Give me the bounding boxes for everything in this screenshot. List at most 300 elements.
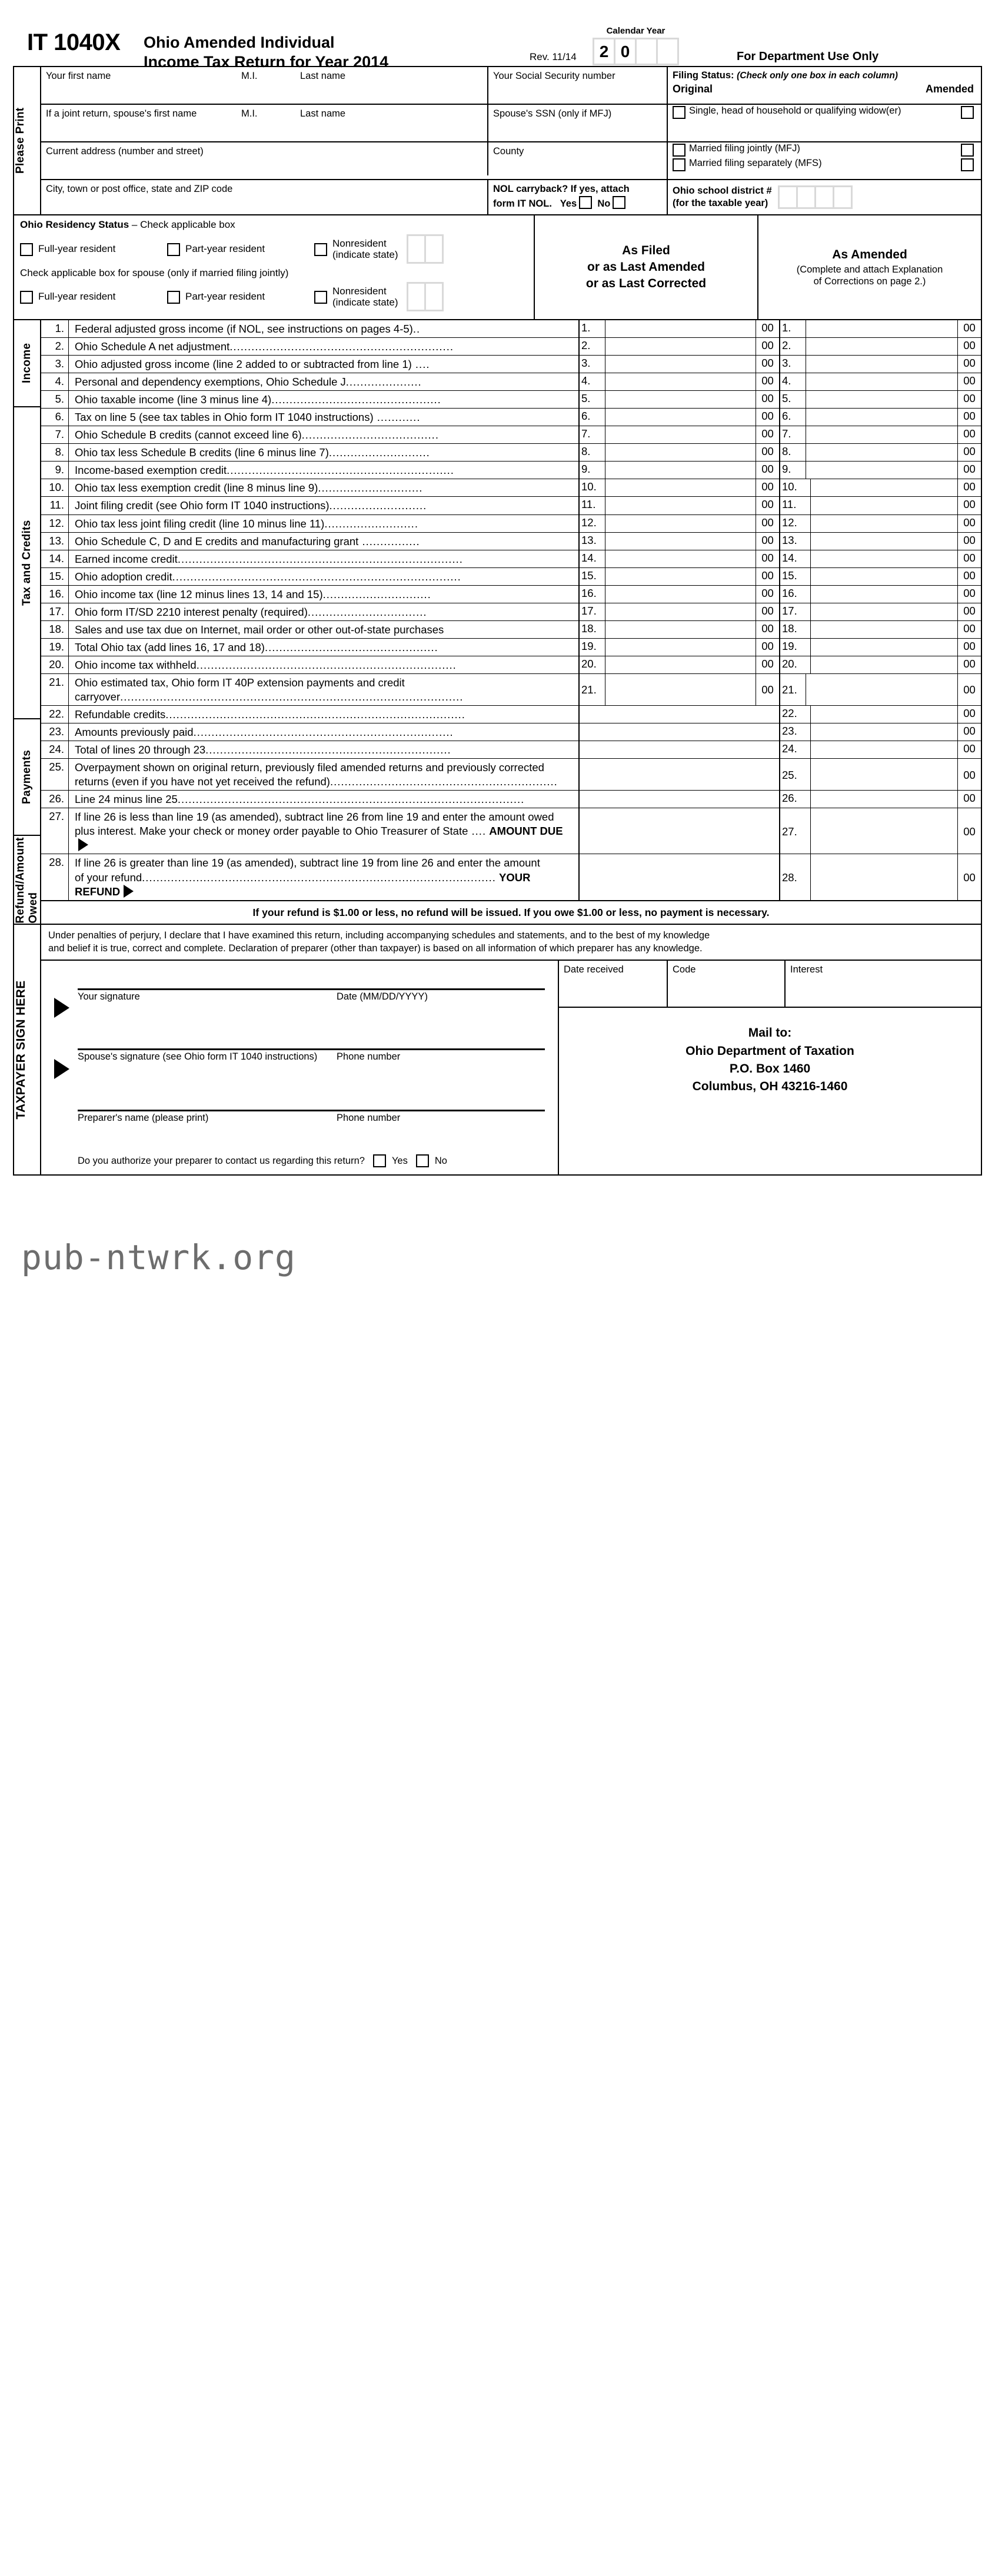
amount-line-number-filed: 1. bbox=[580, 320, 605, 337]
checkbox-spouse-part-year[interactable] bbox=[167, 291, 180, 304]
nol-no-label: No bbox=[597, 198, 611, 209]
residency-spouse-note: Check applicable box for spouse (only if married filing jointly) bbox=[20, 267, 289, 278]
amount-line-number-filed: 3. bbox=[580, 356, 605, 373]
interest-label: Interest bbox=[790, 964, 823, 975]
school-district-digit-1[interactable] bbox=[780, 187, 796, 207]
amount-input-as-amended-7[interactable] bbox=[806, 426, 957, 443]
mail-to-line3: P.O. Box 1460 bbox=[729, 1062, 811, 1075]
line-description: Personal and dependency exemptions, Ohio Schedule J..................... bbox=[68, 373, 578, 390]
nol-text-line1: NOL carryback? If yes, attach bbox=[493, 184, 630, 194]
cents-as-amended: 00 bbox=[957, 479, 981, 496]
as-amended-sub-line2: of Corrections on page 2.) bbox=[813, 276, 926, 287]
address-field[interactable] bbox=[41, 142, 488, 175]
cents-as-filed: 00 bbox=[756, 533, 779, 550]
filing-status-title bbox=[668, 67, 981, 82]
as-filed-line1: As Filed bbox=[622, 244, 670, 258]
amount-line-number-filed: 5. bbox=[580, 391, 605, 408]
cents-as-filed: 00 bbox=[756, 462, 779, 479]
amount-as-amended bbox=[780, 603, 981, 620]
line28-text-line1: If line 26 is greater than line 19 (as amended), subtract line 19 from line 26 and enter the amount bbox=[75, 857, 540, 869]
amount-input-as-amended-20[interactable] bbox=[811, 656, 957, 673]
right-triangle-icon bbox=[124, 885, 134, 898]
table-row bbox=[41, 338, 981, 356]
amount-input-as-amended-1[interactable] bbox=[806, 320, 957, 337]
perjury-line1: Under penalties of perjury, I declare that I have examined this return, including accompanying schedules and statements, and to the best of my knowledge bbox=[48, 930, 710, 941]
spouse-signature-label: Spouse's signature (see Ohio form IT 1040 instructions) bbox=[78, 1051, 318, 1063]
amount-line-number-filed: 11. bbox=[580, 497, 605, 514]
residency-full-year-label: Full-year resident bbox=[38, 243, 116, 254]
line-number: 8. bbox=[55, 446, 64, 459]
amount-cells bbox=[578, 320, 981, 337]
please-print-label: Please Print bbox=[14, 107, 26, 174]
residency-heading-bold: Ohio Residency Status bbox=[20, 219, 129, 230]
spouse-phone-label: Phone number bbox=[337, 1051, 401, 1063]
line-description: Ohio form IT/SD 2210 interest penalty (required)................................. bbox=[68, 603, 578, 620]
taxpayer-state-char-1[interactable] bbox=[408, 236, 424, 262]
checkbox-original-single[interactable] bbox=[673, 106, 685, 119]
residency-nonresident-label bbox=[332, 238, 398, 260]
amount-input-as-amended-28[interactable] bbox=[811, 854, 957, 899]
amount-input-as-amended-4[interactable] bbox=[806, 373, 957, 390]
amount-line-number-amended: 6. bbox=[780, 409, 806, 426]
line-number: 6. bbox=[55, 410, 64, 423]
cents-as-amended: 00 bbox=[957, 586, 981, 603]
amount-cells bbox=[578, 723, 981, 741]
checkbox-taxpayer-part-year[interactable] bbox=[167, 243, 180, 256]
residency-spouse-nonresident-line2: (indicate state) bbox=[332, 297, 398, 308]
cents-as-filed: 00 bbox=[756, 639, 779, 656]
amount-input-as-amended-15[interactable] bbox=[811, 568, 957, 585]
sidebar-label-income: Income bbox=[21, 343, 33, 384]
amount-input-as-amended[interactable] bbox=[811, 706, 957, 723]
form-title bbox=[144, 33, 388, 72]
line21-dots: ............................................................................................... bbox=[120, 690, 464, 703]
interest-field[interactable] bbox=[786, 961, 981, 1007]
amount-as-amended bbox=[780, 391, 981, 408]
amount-line-number-amended: 23. bbox=[780, 723, 811, 741]
amount-line-number-filed: 6. bbox=[580, 409, 605, 426]
amount-cells bbox=[578, 338, 981, 355]
filing-status-block bbox=[668, 67, 981, 104]
amount-input-as-amended[interactable] bbox=[811, 723, 957, 741]
amount-as-amended bbox=[780, 741, 981, 758]
amount-cells bbox=[578, 674, 981, 705]
amount-input-as-amended-6[interactable] bbox=[806, 409, 957, 426]
school-district-digit-4[interactable] bbox=[834, 187, 851, 207]
amount-line-number-amended: 18. bbox=[780, 621, 811, 638]
amount-as-amended bbox=[780, 356, 981, 373]
form-number: IT 1040X bbox=[27, 29, 121, 55]
spouse-state-boxes bbox=[407, 282, 444, 311]
amount-as-filed bbox=[580, 515, 780, 532]
calendar-year-digit-1[interactable]: 2 bbox=[594, 39, 614, 64]
school-district-line2: (for the taxable year) bbox=[673, 198, 768, 208]
residency-spouse-full-year[interactable] bbox=[20, 290, 167, 304]
amount-input-as-amended-12[interactable] bbox=[811, 515, 957, 532]
line-description: Joint filing credit (see Ohio form IT 1040 instructions)........................... bbox=[68, 497, 578, 514]
amount-line-number-amended: 15. bbox=[780, 568, 811, 585]
authorize-no-label: No bbox=[434, 1155, 447, 1166]
table-row bbox=[41, 759, 981, 791]
table-row bbox=[41, 462, 981, 479]
amount-input-as-filed-4[interactable] bbox=[605, 373, 756, 390]
amount-input-as-amended-25[interactable] bbox=[811, 759, 957, 790]
table-row bbox=[41, 621, 981, 639]
amount-line-number-filed: 4. bbox=[580, 373, 605, 390]
line-number: 4. bbox=[55, 375, 64, 388]
amount-input-as-amended-27[interactable] bbox=[811, 808, 957, 854]
amount-as-amended bbox=[780, 791, 981, 808]
amount-as-amended bbox=[780, 639, 981, 656]
nol-carryback-field bbox=[488, 180, 668, 214]
authorize-question-label: Do you authorize your preparer to contact us regarding this return? bbox=[78, 1155, 365, 1166]
line26-dots: ................................................................................................ bbox=[177, 793, 525, 806]
amount-cells bbox=[578, 791, 981, 808]
amount-as-filed bbox=[580, 586, 780, 603]
amount-input-as-amended-9[interactable] bbox=[806, 462, 957, 479]
residency-spouse-nonresident[interactable] bbox=[314, 286, 398, 308]
your-mi-label: M.I. bbox=[241, 71, 258, 81]
signature-block bbox=[13, 925, 982, 1176]
checkbox-amended-single[interactable] bbox=[961, 106, 974, 119]
amount-line-number-filed: 12. bbox=[580, 515, 605, 532]
right-triangle-icon bbox=[54, 998, 69, 1018]
school-district-line1: Ohio school district # bbox=[673, 185, 772, 197]
calendar-year-digit-2[interactable]: 0 bbox=[615, 39, 635, 64]
table-row bbox=[41, 568, 981, 586]
cents-as-amended: 00 bbox=[957, 550, 981, 567]
line-items-body bbox=[41, 320, 981, 924]
mail-to-line4: Columbus, OH 43216-1460 bbox=[692, 1080, 848, 1094]
amount-as-amended bbox=[780, 759, 981, 790]
amount-input-as-amended-18[interactable] bbox=[811, 621, 957, 638]
amount-input-as-amended-2[interactable] bbox=[806, 338, 957, 355]
your-name-field[interactable] bbox=[41, 67, 488, 104]
residency-taxpayer-full-year[interactable] bbox=[20, 243, 167, 256]
line25-dots: ............................................................... bbox=[330, 775, 558, 788]
table-row bbox=[41, 550, 981, 568]
checkbox-amended-mfj[interactable] bbox=[961, 144, 974, 157]
amount-input-as-amended-17[interactable] bbox=[811, 603, 957, 620]
filing-status-mfs-label: Married filing separately (MFS) bbox=[689, 158, 822, 168]
amount-input-as-amended-8[interactable] bbox=[806, 444, 957, 461]
as-amended-sub-line1: (Complete and attach Explanation bbox=[796, 264, 943, 275]
filing-status-option-mfj[interactable] bbox=[668, 142, 981, 157]
amount-input-as-filed-2[interactable] bbox=[605, 338, 756, 355]
amount-as-amended bbox=[780, 808, 981, 854]
amount-cells bbox=[578, 854, 981, 899]
right-triangle-icon bbox=[54, 1059, 69, 1079]
as-amended-sub bbox=[797, 264, 943, 288]
amount-input-as-amended-13[interactable] bbox=[811, 533, 957, 550]
filing-status-original-label: Original bbox=[673, 83, 713, 95]
amount-input-as-amended-16[interactable] bbox=[811, 586, 957, 603]
date-received-field[interactable] bbox=[559, 961, 668, 1007]
filing-status-note: (Check only one box in each column) bbox=[737, 71, 898, 81]
your-signature-label: Your signature bbox=[78, 991, 140, 1002]
line-number: 20. bbox=[49, 658, 64, 670]
checkbox-original-mfj[interactable] bbox=[673, 144, 685, 157]
amount-input-as-filed-17[interactable] bbox=[605, 603, 756, 620]
amount-column-headers bbox=[535, 215, 981, 319]
amount-line-number-filed: 9. bbox=[580, 462, 605, 479]
amount-line-number-amended: 16. bbox=[780, 586, 811, 603]
sidebar-label-tax-and-credits: Tax and Credits bbox=[21, 520, 33, 606]
line-description: Amounts previously paid........................................................................ bbox=[68, 723, 578, 741]
cents-as-amended: 00 bbox=[957, 854, 981, 899]
amount-line-number-amended: 24. bbox=[780, 741, 811, 758]
amount-as-amended bbox=[780, 621, 981, 638]
cents-as-amended: 00 bbox=[957, 320, 981, 337]
checkbox-original-mfs[interactable] bbox=[673, 158, 685, 171]
cents-as-filed: 00 bbox=[756, 674, 779, 705]
amount-line-number-amended: 7. bbox=[780, 426, 806, 443]
amount-line-number-amended: 22. bbox=[780, 706, 811, 723]
amount-line-number-amended: 28. bbox=[780, 854, 811, 899]
table-row bbox=[41, 791, 981, 808]
amount-input-as-filed-10[interactable] bbox=[605, 479, 756, 496]
amount-cells bbox=[578, 706, 981, 723]
residency-spouse-part-year[interactable] bbox=[167, 290, 314, 304]
as-filed-line3: or as Last Corrected bbox=[585, 276, 707, 290]
amount-as-filed-blank bbox=[580, 706, 780, 723]
amount-as-amended bbox=[780, 479, 981, 496]
cents-as-amended: 00 bbox=[957, 674, 981, 705]
line-number: 3. bbox=[55, 357, 64, 370]
checkbox-taxpayer-full-year[interactable] bbox=[20, 243, 33, 256]
cents-as-amended: 00 bbox=[957, 391, 981, 408]
table-row bbox=[41, 854, 981, 899]
cents-as-amended: 00 bbox=[957, 356, 981, 373]
school-district-digit-2[interactable] bbox=[798, 187, 814, 207]
residency-taxpayer-part-year[interactable] bbox=[167, 243, 314, 256]
line-number: 24. bbox=[49, 743, 64, 756]
line-description: Ohio Schedule C, D and E credits and manufacturing grant ................ bbox=[68, 533, 578, 550]
amount-cells bbox=[578, 533, 981, 550]
amount-cells bbox=[578, 356, 981, 373]
table-row bbox=[41, 409, 981, 426]
amount-as-filed bbox=[580, 426, 780, 443]
amount-input-as-filed-14[interactable] bbox=[605, 550, 756, 567]
line-description: Income-based exemption credit............................................................... bbox=[68, 462, 578, 479]
amount-line-number-amended: 13. bbox=[780, 533, 811, 550]
your-signature-line[interactable] bbox=[78, 988, 545, 990]
cents-as-filed: 00 bbox=[756, 586, 779, 603]
filing-status-option-single[interactable] bbox=[668, 105, 981, 119]
amount-cells bbox=[578, 621, 981, 638]
county-field[interactable] bbox=[488, 142, 668, 179]
amount-line-number-amended: 3. bbox=[780, 356, 806, 373]
checkbox-taxpayer-nonresident[interactable] bbox=[314, 243, 327, 256]
residency-spouse-nonresident-label bbox=[332, 286, 398, 308]
amount-input-as-filed-21[interactable] bbox=[605, 674, 756, 705]
line28-dots: .................................................................................................. bbox=[142, 871, 496, 884]
residency-taxpayer-nonresident[interactable] bbox=[314, 238, 398, 260]
cents-as-amended: 00 bbox=[957, 621, 981, 638]
amount-cells bbox=[578, 586, 981, 603]
amount-input-as-filed-20[interactable] bbox=[605, 656, 756, 673]
amount-input-as-amended-5[interactable] bbox=[806, 391, 957, 408]
checkbox-authorize-no[interactable] bbox=[416, 1154, 429, 1167]
your-ssn-field[interactable] bbox=[488, 67, 668, 104]
sign-here-sidebar bbox=[14, 925, 41, 1175]
amount-input-as-filed-1[interactable] bbox=[605, 320, 756, 337]
table-row bbox=[41, 356, 981, 373]
amount-as-filed-blank bbox=[580, 759, 780, 790]
amount-as-filed bbox=[580, 479, 780, 496]
amount-as-amended bbox=[780, 462, 981, 479]
line-number: 1. bbox=[55, 322, 64, 334]
spouse-last-name-label: Last name bbox=[300, 108, 346, 119]
filing-status-single-label: Single, head of household or qualifying widow(er) bbox=[689, 105, 901, 116]
amount-input-as-filed-18[interactable] bbox=[605, 621, 756, 638]
checkbox-spouse-full-year[interactable] bbox=[20, 291, 33, 304]
amount-input-as-filed-8[interactable] bbox=[605, 444, 756, 461]
line-number: 22. bbox=[49, 708, 64, 721]
checkbox-spouse-nonresident[interactable] bbox=[314, 291, 327, 304]
line-description: Ohio tax less joint filing credit (line 10 minus line 11).......................... bbox=[68, 515, 578, 532]
line-items-block bbox=[13, 320, 982, 925]
amount-line-number-filed: 8. bbox=[580, 444, 605, 461]
amount-as-amended bbox=[780, 656, 981, 673]
spouse-ssn-label: Spouse's SSN (only if MFJ) bbox=[493, 108, 612, 119]
amount-input-as-filed-6[interactable] bbox=[605, 409, 756, 426]
cents-as-amended: 00 bbox=[957, 603, 981, 620]
filing-status-columns bbox=[668, 82, 981, 97]
line-number: 19. bbox=[49, 640, 64, 653]
amount-input-as-filed-13[interactable] bbox=[605, 533, 756, 550]
refund-minimum-note: If your refund is $1.00 or less, no refund will be issued. If you owe $1.00 or less, no payment is necessary. bbox=[41, 900, 981, 924]
amount-as-amended bbox=[780, 444, 981, 461]
cents-as-amended: 00 bbox=[957, 759, 981, 790]
amount-as-filed bbox=[580, 603, 780, 620]
amount-input-as-amended-26[interactable] bbox=[811, 791, 957, 808]
column-header-as-filed bbox=[535, 215, 758, 319]
calendar-year-digit-4[interactable] bbox=[658, 39, 677, 64]
amount-input-as-filed-9[interactable] bbox=[605, 462, 756, 479]
taxpayer-info-block bbox=[13, 66, 982, 215]
school-district-field bbox=[668, 180, 981, 214]
amount-cells bbox=[578, 603, 981, 620]
amount-input-as-filed-11[interactable] bbox=[605, 497, 756, 514]
amount-line-number-filed: 10. bbox=[580, 479, 605, 496]
mail-to-line2: Ohio Department of Taxation bbox=[685, 1044, 854, 1058]
as-filed-line2: or as Last Amended bbox=[587, 260, 705, 274]
spouse-signature-line[interactable] bbox=[78, 1048, 545, 1050]
amount-input-as-amended-14[interactable] bbox=[811, 550, 957, 567]
calendar-year-label: Calendar Year bbox=[606, 26, 665, 36]
address-label: Current address (number and street) bbox=[46, 146, 204, 157]
amount-input-as-amended-21[interactable] bbox=[806, 674, 957, 705]
filing-status-amended-label: Amended bbox=[925, 83, 974, 95]
amount-input-as-filed-5[interactable] bbox=[605, 391, 756, 408]
amount-cells bbox=[578, 462, 981, 479]
residency-spouse-full-year-label: Full-year resident bbox=[38, 291, 116, 302]
cents-as-filed: 00 bbox=[756, 391, 779, 408]
cents-as-filed: 00 bbox=[756, 515, 779, 532]
cents-as-filed: 00 bbox=[756, 479, 779, 496]
checkbox-nol-no[interactable] bbox=[613, 196, 625, 209]
amount-cells bbox=[578, 373, 981, 390]
checkbox-nol-yes[interactable] bbox=[579, 196, 592, 209]
cents-as-amended: 00 bbox=[957, 338, 981, 355]
table-row bbox=[41, 656, 981, 674]
checkbox-amended-mfs[interactable] bbox=[961, 158, 974, 171]
residency-heading bbox=[20, 219, 528, 231]
calendar-year-digit-3[interactable] bbox=[637, 39, 656, 64]
line-description bbox=[68, 791, 578, 808]
amount-input-as-filed-16[interactable] bbox=[605, 586, 756, 603]
amount-input-as-amended-11[interactable] bbox=[811, 497, 957, 514]
amount-input-as-amended-3[interactable] bbox=[806, 356, 957, 373]
cents-as-filed: 00 bbox=[756, 320, 779, 337]
amount-line-number-amended: 10. bbox=[780, 479, 811, 496]
amount-as-amended bbox=[780, 515, 981, 532]
line-description bbox=[68, 808, 578, 854]
filing-status-option-mfs[interactable] bbox=[668, 157, 981, 172]
amount-input-as-filed-12[interactable] bbox=[605, 515, 756, 532]
amount-line-number-filed: 16. bbox=[580, 586, 605, 603]
amount-input-as-amended-19[interactable] bbox=[811, 639, 957, 656]
amount-cells bbox=[578, 515, 981, 532]
spouse-state-char-1[interactable] bbox=[408, 284, 424, 310]
checkbox-authorize-yes[interactable] bbox=[373, 1154, 386, 1167]
line28-text-line2: of your refund bbox=[75, 871, 142, 884]
amount-line-number-filed: 19. bbox=[580, 639, 605, 656]
amount-line-number-amended: 9. bbox=[780, 462, 806, 479]
amount-line-number-amended: 20. bbox=[780, 656, 811, 673]
table-row bbox=[41, 373, 981, 391]
amount-as-amended bbox=[780, 586, 981, 603]
your-last-name-label: Last name bbox=[300, 71, 346, 81]
amount-input-as-filed-3[interactable] bbox=[605, 356, 756, 373]
table-row bbox=[41, 391, 981, 409]
amount-input-as-filed-15[interactable] bbox=[605, 568, 756, 585]
table-row bbox=[41, 639, 981, 656]
cents-as-filed: 00 bbox=[756, 603, 779, 620]
amount-as-amended bbox=[780, 426, 981, 443]
spouse-state-char-2[interactable] bbox=[426, 284, 442, 310]
table-row bbox=[41, 515, 981, 533]
line-description bbox=[68, 674, 578, 705]
line-description bbox=[68, 854, 578, 899]
line28-emphasis: YOUR REFUND bbox=[75, 871, 531, 898]
cents-as-amended: 00 bbox=[957, 741, 981, 758]
preparer-name-line[interactable] bbox=[78, 1110, 545, 1111]
spouse-name-field[interactable] bbox=[41, 105, 488, 141]
amount-as-filed bbox=[580, 391, 780, 408]
spouse-first-name-label: If a joint return, spouse's first name bbox=[46, 108, 197, 119]
mailing-address bbox=[559, 1008, 981, 1102]
revision-label: Rev. 11/14 bbox=[530, 51, 577, 62]
amount-as-amended bbox=[780, 409, 981, 426]
city-state-zip-field[interactable] bbox=[41, 180, 488, 214]
table-row bbox=[41, 706, 981, 723]
amount-line-number-filed: 14. bbox=[580, 550, 605, 567]
school-district-digit-3[interactable] bbox=[816, 187, 833, 207]
your-first-name-label: Your first name bbox=[46, 71, 111, 81]
amount-input-as-amended[interactable] bbox=[811, 741, 957, 758]
amount-input-as-filed-7[interactable] bbox=[605, 426, 756, 443]
preparer-authorization-row bbox=[78, 1154, 545, 1167]
code-field[interactable] bbox=[668, 961, 786, 1007]
taxpayer-state-char-2[interactable] bbox=[426, 236, 442, 262]
line-description: Ohio taxable income (line 3 minus line 4)............................................... bbox=[68, 391, 578, 408]
table-row bbox=[41, 426, 981, 444]
amount-input-as-filed-19[interactable] bbox=[605, 639, 756, 656]
spouse-ssn-field[interactable] bbox=[488, 105, 668, 141]
amount-input-as-amended-10[interactable] bbox=[811, 479, 957, 496]
